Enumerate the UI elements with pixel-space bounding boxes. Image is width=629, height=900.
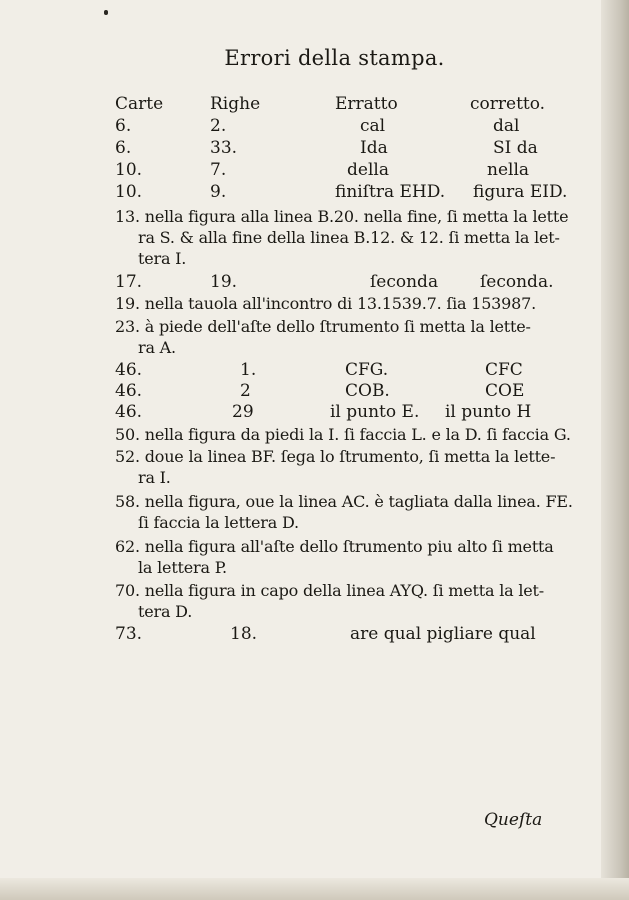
table-row [115,400,580,424]
cell-carte: 10. [115,160,143,180]
header-carte: Carte [115,94,164,114]
cell-carte: 73. [115,624,143,644]
erratum-note: 62. nella figura all'aſte dello ſtrumento piu alto ſi metta [115,537,554,556]
page-title: Errori della stampa. [224,46,445,70]
cell-righe: 1. [240,360,257,380]
table-row [115,158,580,182]
cell-erratto: della [347,160,389,180]
cell-erratto: cal [360,116,386,136]
cell-erratto: Ida [360,138,388,158]
erratum-note-continuation: ra I. [138,468,171,487]
catchword: Queſta [484,810,543,830]
table-header [115,92,580,116]
cell-corretto: COE [485,381,525,401]
cell-carte: 46. [115,381,143,401]
cell-corretto: nella [487,160,530,180]
cell-righe: 18. [230,624,258,644]
cell-righe: 33. [210,138,238,158]
cell-carte: 46. [115,402,143,422]
table-row [115,136,580,160]
cell-erratto: finiſtra EHD. [335,182,446,202]
erratum-note: 19. nella tauola all'incontro di 13.1539.7. ſia 153987. [115,294,536,313]
header-corretto: corretto. [470,94,546,114]
erratum-note-continuation: ſi faccia la lettera D. [138,513,299,532]
cell-erratto: ſeconda [370,272,439,292]
header-erratto: Erratto [335,94,398,114]
cell-carte: 10. [115,182,143,202]
erratum-note-continuation: tera D. [138,602,193,621]
cell-corretto: ſeconda. [480,272,554,292]
table-row [115,114,580,138]
ink-mark [104,10,108,15]
cell-carte: 17. [115,272,143,292]
cell-corretto: dal [493,116,520,136]
cell-erratto: CFG. [345,360,389,380]
cell-righe: 2 [240,381,251,401]
erratum-note-continuation: ra S. & alla fine della linea B.12. & 12. ſi metta la let- [138,228,560,247]
erratum-note-continuation: tera I. [138,249,187,268]
cell-righe: 2. [210,116,227,136]
erratum-note-continuation: ra A. [138,338,176,357]
erratum-note: 13. nella figura alla linea B.20. nella fine, ſi metta la lette [115,207,569,226]
cell-carte: 46. [115,360,143,380]
cell-erratto: COB. [345,381,390,401]
cell-righe: 19. [210,272,238,292]
erratum-note: 52. doue la linea BF. ſega lo ſtrumento, ſi metta la lette- [115,447,556,466]
header-righe: Righe [210,94,261,114]
cell-carte: 6. [115,116,132,136]
page-edge-shadow [601,0,629,900]
cell-corretto: SI da [493,138,538,158]
cell-righe: 9. [210,182,227,202]
cell-correction: are qual pigliare qual [350,624,536,644]
cell-carte: 6. [115,138,132,158]
erratum-note: 70. nella figura in capo della linea AYQ. ſi metta la let- [115,581,544,600]
cell-corretto: CFC [485,360,523,380]
cell-righe: 7. [210,160,227,180]
cell-erratto: il punto E. [330,402,420,422]
erratum-note: 58. nella figura, oue la linea AC. è tagliata dalla linea. FE. [115,492,573,511]
page-bottom-edge [0,878,629,900]
cell-corretto: figura EID. [473,182,568,202]
erratum-note-continuation: la lettera P. [138,558,227,577]
table-row [115,270,580,294]
table-row [115,180,580,204]
table-row [115,622,580,646]
erratum-note: 50. nella figura da piedi la I. ſi faccia L. e la D. ſi faccia G. [115,425,571,444]
cell-righe: 29 [232,402,254,422]
cell-corretto: il punto H [445,402,532,422]
erratum-note: 23. à piede dell'aſte dello ſtrumento ſi metta la lette- [115,317,531,336]
